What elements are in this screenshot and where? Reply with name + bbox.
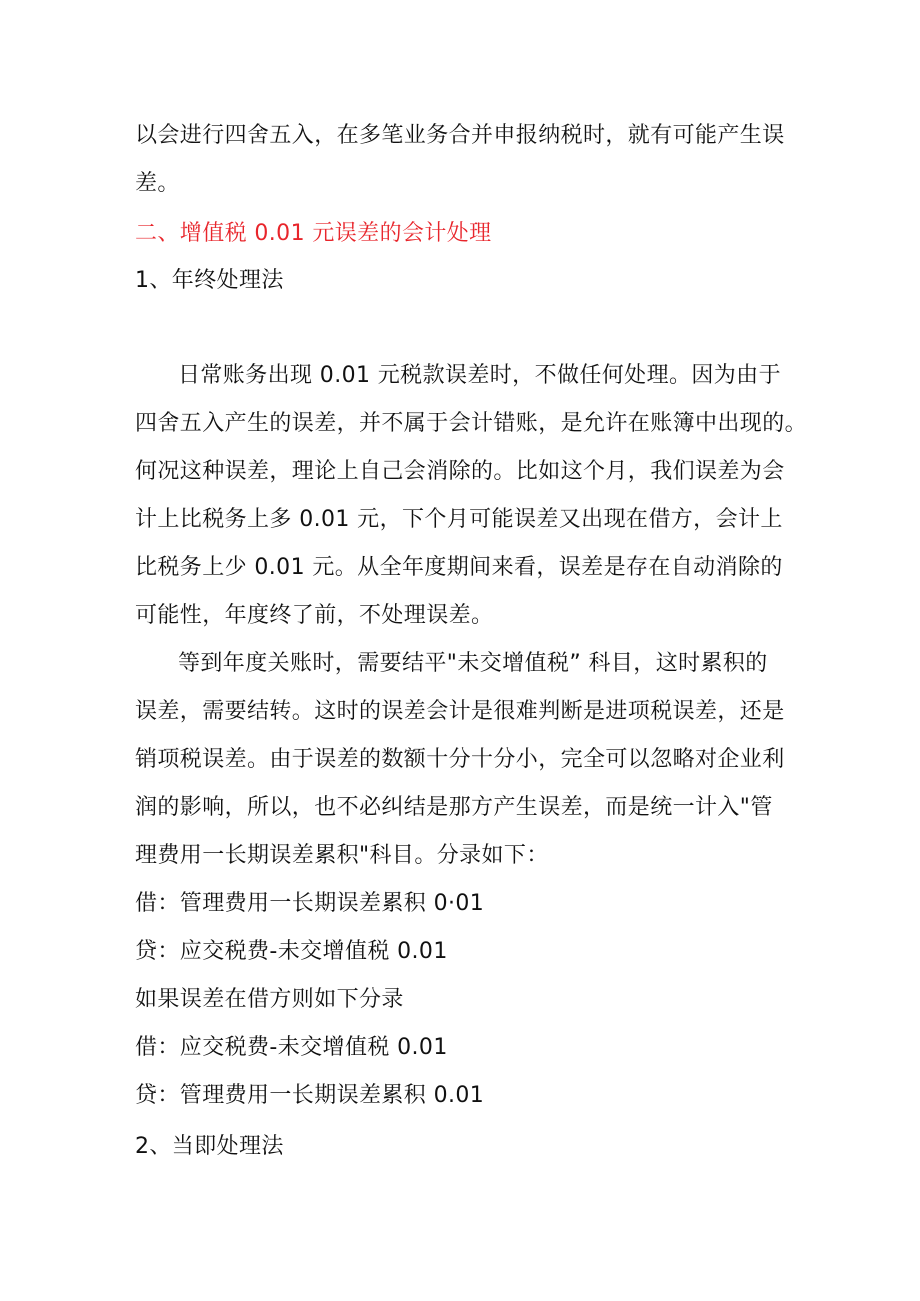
para1-line-1: 日常账务出现 0.01 元税款误差时，不做任何处理。因为由于 <box>178 363 781 388</box>
para1-line-4: 计上比税务上多 0.01 元，下个月可能误差又出现在借方，会计上 <box>135 507 783 532</box>
intro-line-2: 差。 <box>135 171 180 196</box>
para2-line-5: 理费用一长期误差累积"科目。分录如下： <box>135 843 549 868</box>
entry1-credit: 贷：应交税费-未交增值税 0.01 <box>135 939 448 964</box>
para1-line-5: 比税务上少 0.01 元。从全年度期间来看，误差是存在自动消除的 <box>135 555 783 580</box>
para1-line-3: 何况这种误差，理论上自己会消除的。比如这个月，我们误差为会 <box>135 459 785 484</box>
entry1-debit: 借：管理费用一长期误差累积 0·01 <box>135 891 485 916</box>
intro-line-1: 以会进行四舍五入，在多笔业务合并申报纳税时，就有可能产生误 <box>135 123 785 148</box>
para2-line-2: 误差，需要结转。这时的误差会计是很难判断是进项税误差，还是 <box>135 699 785 724</box>
debit-case-note: 如果误差在借方则如下分录 <box>135 987 404 1012</box>
para1-line-6: 可能性，年度终了前，不处理误差。 <box>135 603 494 628</box>
method2-heading: 2、当即处理法 <box>135 1134 284 1159</box>
para2-line-3: 销项税误差。由于误差的数额十分十分小，完全可以忽略对企业利 <box>135 747 785 772</box>
entry2-debit: 借：应交税费-未交增值税 0.01 <box>135 1035 448 1060</box>
method1-heading: 1、年终处理法 <box>135 268 284 293</box>
para2-line-1: 等到年度关账时，需要结平"未交增值税” 科目，这时累积的 <box>178 651 768 676</box>
para1-line-2: 四舍五入产生的误差，并不属于会计错账，是允许在账簿中出现的。 <box>135 411 808 436</box>
para2-line-4: 润的影响，所以，也不必纠结是那方产生误差，而是统一计入"管 <box>135 795 773 820</box>
entry2-credit: 贷：管理费用一长期误差累积 0.01 <box>135 1083 485 1108</box>
section-heading: 二、增值税 0.01 元误差的会计处理 <box>135 221 492 246</box>
